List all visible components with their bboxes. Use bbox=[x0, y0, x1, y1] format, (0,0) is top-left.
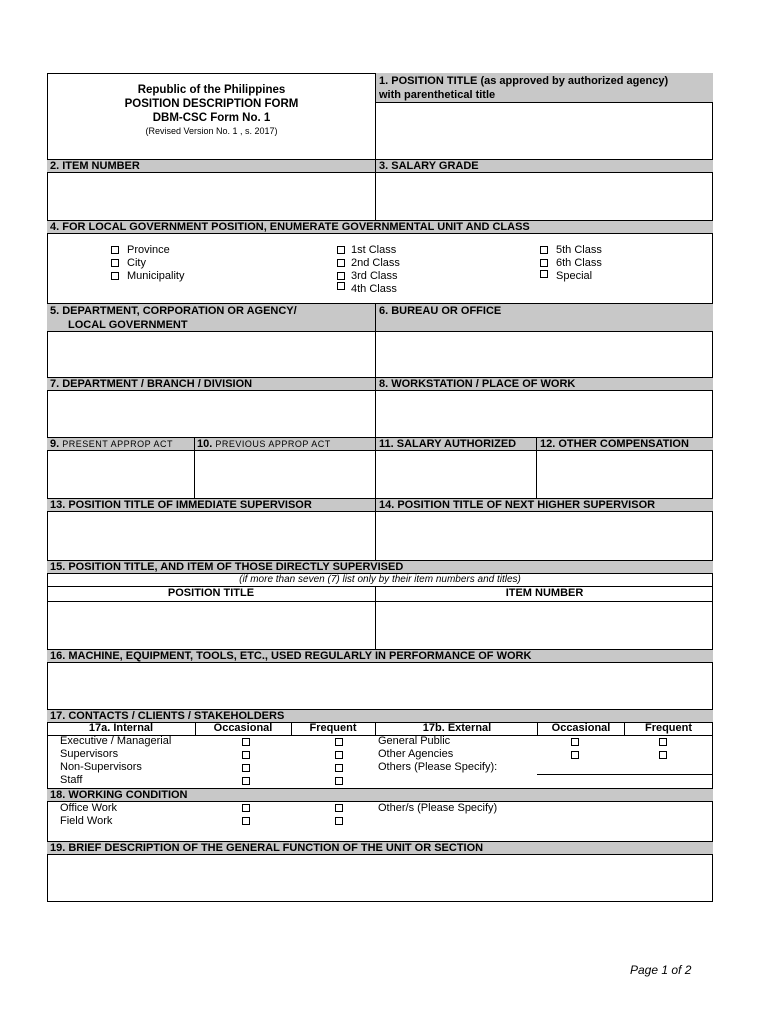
section-14-label: 14. POSITION TITLE OF NEXT HIGHER SUPERVISOR bbox=[379, 499, 656, 511]
external-item-other-agencies: Other Agencies bbox=[378, 748, 454, 760]
class-2nd-label: 2nd Class bbox=[351, 257, 400, 269]
general-public-occasional-checkbox[interactable] bbox=[571, 738, 579, 746]
internal-item-non-supervisors: Non-Supervisors bbox=[60, 761, 142, 773]
others-specify-line[interactable] bbox=[537, 774, 713, 775]
position-title-field[interactable] bbox=[376, 103, 713, 160]
class-3rd-checkbox[interactable] bbox=[337, 272, 345, 280]
other-agencies-frequent-checkbox[interactable] bbox=[659, 751, 667, 759]
section-13-label: 13. POSITION TITLE OF IMMEDIATE SUPERVISOR bbox=[50, 499, 312, 511]
section-15-note: (if more than seven (7) list only by their item numbers and titles) bbox=[239, 574, 521, 585]
header-republic: Republic of the Philippines bbox=[137, 84, 286, 96]
divider bbox=[291, 722, 292, 736]
equipment-field[interactable] bbox=[47, 663, 713, 709]
section-2-label: 2. ITEM NUMBER bbox=[50, 160, 140, 172]
class-1st-checkbox[interactable] bbox=[337, 246, 345, 254]
staff-occasional-checkbox[interactable] bbox=[242, 777, 250, 785]
external-frequent-header: Frequent bbox=[644, 722, 693, 734]
supervised-item-number-field[interactable] bbox=[376, 602, 713, 649]
workstation-field[interactable] bbox=[376, 391, 713, 438]
non-supervisors-occasional-checkbox[interactable] bbox=[242, 764, 250, 772]
section-9-num: 9. bbox=[50, 438, 60, 450]
working-condition-office: Office Work bbox=[60, 802, 118, 814]
section-3-label: 3. SALARY GRADE bbox=[379, 160, 479, 172]
province-checkbox[interactable] bbox=[111, 246, 119, 254]
section-6-label: 6. BUREAU OR OFFICE bbox=[379, 305, 502, 317]
salary-authorized-field[interactable] bbox=[376, 451, 536, 499]
section-15-header bbox=[47, 560, 713, 574]
divider bbox=[624, 722, 625, 736]
internal-item-executive: Executive / Managerial bbox=[60, 735, 172, 747]
class-4th-label: 4th Class bbox=[351, 283, 397, 295]
divider bbox=[195, 722, 196, 736]
internal-item-supervisors: Supervisors bbox=[60, 748, 119, 760]
section-16-header bbox=[47, 649, 713, 663]
class-special-checkbox[interactable] bbox=[540, 270, 548, 278]
field-work-occasional-checkbox[interactable] bbox=[242, 817, 250, 825]
page-number: Page 1 of 2 bbox=[630, 963, 692, 977]
city-label: City bbox=[127, 257, 146, 269]
class-5th-checkbox[interactable] bbox=[540, 246, 548, 254]
department-field[interactable] bbox=[47, 332, 375, 379]
other-agencies-occasional-checkbox[interactable] bbox=[571, 751, 579, 759]
section-10-label bbox=[197, 438, 331, 451]
section-18-label: 18. WORKING CONDITION bbox=[50, 789, 188, 801]
class-4th-checkbox[interactable] bbox=[337, 282, 345, 290]
external-item-others: Others (Please Specify): bbox=[378, 761, 498, 773]
office-work-frequent-checkbox[interactable] bbox=[335, 804, 343, 812]
municipality-checkbox[interactable] bbox=[111, 272, 119, 280]
staff-frequent-checkbox[interactable] bbox=[335, 777, 343, 785]
section-5-label-2: LOCAL GOVERNMENT bbox=[68, 319, 188, 331]
present-approp-field[interactable] bbox=[47, 451, 194, 499]
class-5th-label: 5th Class bbox=[556, 244, 602, 256]
immediate-supervisor-field[interactable] bbox=[47, 512, 375, 560]
section-12-label: 12. OTHER COMPENSATION bbox=[540, 438, 689, 450]
working-condition-other: Other/s (Please Specify) bbox=[378, 802, 498, 814]
form-number: DBM-CSC Form No. 1 bbox=[152, 112, 271, 124]
internal-frequent-header: Frequent bbox=[309, 722, 357, 734]
section-1-label-1: 1. POSITION TITLE (as approved by authorized agency) bbox=[379, 75, 669, 87]
external-occasional-header: Occasional bbox=[551, 722, 611, 734]
executive-occasional-checkbox[interactable] bbox=[242, 738, 250, 746]
position-title-column-header: POSITION TITLE bbox=[167, 587, 255, 599]
form-version: (Revised Version No. 1 , s. 2017) bbox=[145, 126, 278, 136]
section-4-label: 4. FOR LOCAL GOVERNMENT POSITION, ENUMERATE GOVERNMENTAL UNIT AND CLASS bbox=[50, 221, 530, 233]
section-11-label: 11. SALARY AUTHORIZED bbox=[379, 438, 517, 450]
section-9-text: PRESENT APPROP ACT bbox=[62, 439, 173, 449]
class-special-label: Special bbox=[556, 270, 593, 282]
supervisors-frequent-checkbox[interactable] bbox=[335, 751, 343, 759]
executive-frequent-checkbox[interactable] bbox=[335, 738, 343, 746]
section-8-label: 8. WORKSTATION / PLACE OF WORK bbox=[379, 378, 576, 390]
class-6th-label: 6th Class bbox=[556, 257, 602, 269]
internal-header: 17a. Internal bbox=[88, 722, 154, 734]
class-6th-checkbox[interactable] bbox=[540, 259, 548, 267]
class-1st-label: 1st Class bbox=[351, 244, 397, 256]
municipality-label: Municipality bbox=[127, 270, 185, 282]
external-item-general-public: General Public bbox=[378, 735, 451, 747]
external-header: 17b. External bbox=[422, 722, 492, 734]
section-10-num: 10. bbox=[197, 438, 213, 450]
non-supervisors-frequent-checkbox[interactable] bbox=[335, 764, 343, 772]
working-condition-field: Field Work bbox=[60, 815, 113, 827]
supervised-position-title-field[interactable] bbox=[47, 602, 375, 649]
section-9-label bbox=[50, 438, 173, 451]
salary-grade-field[interactable] bbox=[376, 173, 713, 220]
section-7-label: 7. DEPARTMENT / BRANCH / DIVISION bbox=[50, 378, 253, 390]
other-compensation-field[interactable] bbox=[537, 451, 713, 499]
general-function-field[interactable] bbox=[47, 855, 713, 902]
divider bbox=[537, 722, 538, 736]
position-description-form bbox=[47, 73, 713, 902]
previous-approp-field[interactable] bbox=[195, 451, 375, 499]
internal-item-staff: Staff bbox=[60, 774, 83, 786]
class-2nd-checkbox[interactable] bbox=[337, 259, 345, 267]
section-5-header bbox=[47, 304, 375, 332]
internal-occasional-header: Occasional bbox=[213, 722, 273, 734]
divider bbox=[375, 722, 376, 736]
city-checkbox[interactable] bbox=[111, 259, 119, 267]
section-5-label-1: 5. DEPARTMENT, CORPORATION OR AGENCY/ bbox=[50, 305, 297, 317]
next-higher-supervisor-field[interactable] bbox=[376, 512, 713, 560]
section-19-header bbox=[47, 841, 713, 855]
office-work-occasional-checkbox[interactable] bbox=[242, 804, 250, 812]
general-public-frequent-checkbox[interactable] bbox=[659, 738, 667, 746]
supervisors-occasional-checkbox[interactable] bbox=[242, 751, 250, 759]
section-17-header bbox=[47, 709, 713, 723]
section-18-header bbox=[47, 788, 713, 802]
section-10-text: PREVIOUS APPROP ACT bbox=[215, 439, 331, 449]
field-work-frequent-checkbox[interactable] bbox=[335, 817, 343, 825]
section-16-label: 16. MACHINE, EQUIPMENT, TOOLS, ETC., USED REGULARLY IN PERFORMANCE OF WORK bbox=[50, 650, 532, 662]
section-6-header bbox=[376, 304, 713, 332]
province-label: Province bbox=[127, 244, 170, 256]
section-17-label: 17. CONTACTS / CLIENTS / STAKEHOLDERS bbox=[50, 710, 285, 722]
division-field[interactable] bbox=[47, 391, 375, 438]
section-15-label: 15. POSITION TITLE, AND ITEM OF THOSE DIRECTLY SUPERVISED bbox=[50, 561, 404, 573]
section-1-label-2: with parenthetical title bbox=[379, 89, 496, 101]
bureau-field[interactable] bbox=[376, 332, 713, 379]
form-title: POSITION DESCRIPTION FORM bbox=[124, 98, 299, 110]
item-number-column-header: ITEM NUMBER bbox=[505, 587, 584, 599]
section-19-label: 19. BRIEF DESCRIPTION OF THE GENERAL FUNCTION OF THE UNIT OR SECTION bbox=[50, 842, 484, 854]
section-1-header bbox=[376, 73, 713, 103]
section-4-header bbox=[47, 220, 713, 234]
class-3rd-label: 3rd Class bbox=[351, 270, 398, 282]
item-number-field[interactable] bbox=[47, 173, 375, 220]
